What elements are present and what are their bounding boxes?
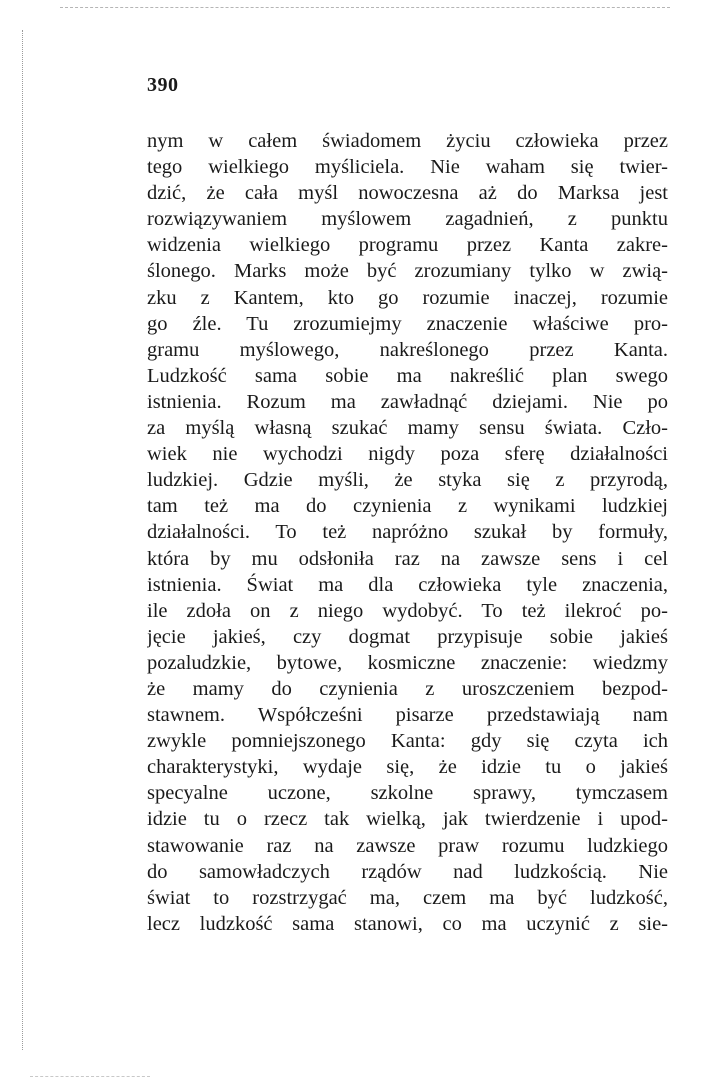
text-line: do samowładczych rządów nad ludzkością. Nie bbox=[147, 860, 668, 883]
text-line: gramu myślowego, nakreślonego przez Kanta. bbox=[147, 338, 668, 361]
text-line: tego wielkiego myśliciela. Nie waham się twier- bbox=[147, 156, 668, 179]
text-line: że mamy do czynienia z uroszczeniem bezpod- bbox=[147, 677, 668, 700]
text-line: lecz ludzkość sama stanowi, co ma uczynić z sie- bbox=[147, 912, 668, 935]
text-line: ile zdoła on z niego wydobyć. To też ilekroć po- bbox=[147, 599, 668, 622]
page-number: 390 bbox=[147, 74, 179, 96]
text-line: dzić, że cała myśl nowoczesna aż do Marksa jest bbox=[147, 182, 668, 205]
text-line: ślonego. Marks może być zrozumiany tylko w zwią- bbox=[147, 260, 668, 283]
text-line: idzie tu o rzecz tak wielką, jak twierdzenie i upod- bbox=[147, 808, 668, 831]
text-line: widzenia wielkiego programu przez Kanta zakre- bbox=[147, 234, 668, 257]
text-line: go źle. Tu zrozumiejmy znaczenie właściwe pro- bbox=[147, 312, 668, 335]
text-line: tam też ma do czynienia z wynikami ludzkiej bbox=[147, 495, 668, 518]
text-line: Ludzkość sama sobie ma nakreślić plan swego bbox=[147, 364, 668, 387]
text-line: która by mu odsłoniła raz na zawsze sens i cel bbox=[147, 547, 668, 570]
left-binding-edge bbox=[22, 30, 23, 1050]
bottom-edge-rule bbox=[30, 1076, 150, 1077]
text-line: istnienia. Świat ma dla człowieka tyle znaczenia, bbox=[147, 573, 668, 596]
text-line: jęcie jakieś, czy dogmat przypisuje sobie jakieś bbox=[147, 625, 668, 648]
text-line: nym w całem świadomem życiu człowieka przez bbox=[147, 130, 668, 152]
text-line: istnienia. Rozum ma zawładnąć dziejami. Nie po bbox=[147, 390, 668, 413]
text-line: świat to rozstrzygać ma, czem ma być ludzkość, bbox=[147, 886, 668, 909]
text-line: pozaludzkie, bytowe, kosmiczne znaczenie: wiedzmy bbox=[147, 651, 668, 674]
text-line: stawowanie raz na zawsze praw rozumu ludzkiego bbox=[147, 834, 668, 857]
text-line: charakterystyki, wydaje się, że idzie tu o jakieś bbox=[147, 756, 668, 779]
body-text bbox=[147, 128, 668, 937]
text-line: wiek nie wychodzi nigdy poza sferę działalności bbox=[147, 443, 668, 466]
text-line: rozwiązywaniem myślowem zagadnień, z punktu bbox=[147, 208, 668, 231]
text-line: za myślą własną szukać mamy sensu świata. Czło- bbox=[147, 417, 668, 440]
top-edge-rule bbox=[60, 7, 670, 8]
text-line: specyalne uczone, szkolne sprawy, tymczasem bbox=[147, 782, 668, 805]
text-line: stawnem. Współcześni pisarze przedstawiają nam bbox=[147, 704, 668, 727]
text-line: ludzkiej. Gdzie myśli, że styka się z przyrodą, bbox=[147, 469, 668, 492]
text-line: działalności. To też napróżno szukał by formuły, bbox=[147, 521, 668, 544]
text-line: zku z Kantem, kto go rozumie inaczej, rozumie bbox=[147, 286, 668, 309]
text-line: zwykle pomniejszonego Kanta: gdy się czyta ich bbox=[147, 730, 668, 753]
